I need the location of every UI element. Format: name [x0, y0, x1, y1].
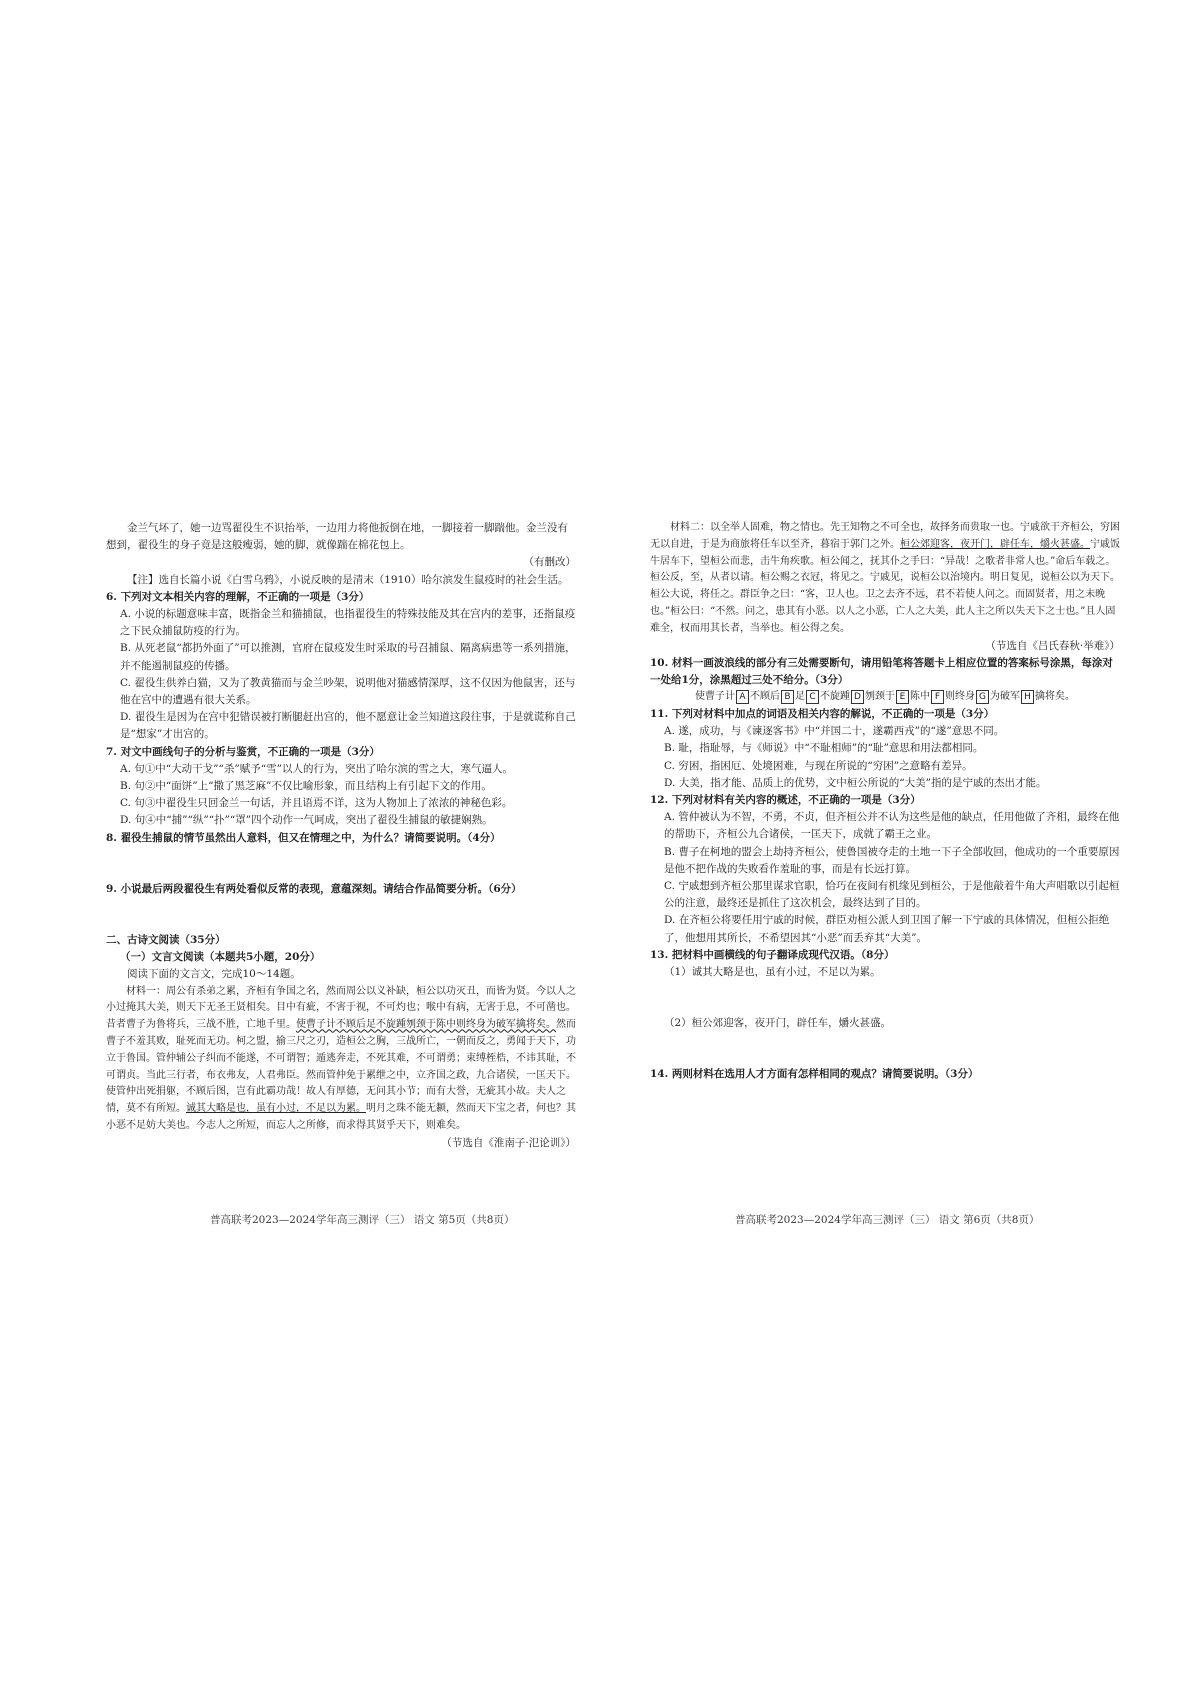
question-13-stem: 13. 把材料中画横线的句子翻译成现代汉语。（8分）	[650, 948, 895, 961]
question-6-stem: 6. 下列对文本相关内容的理解，不正确的一项是（3分）	[106, 590, 370, 603]
annotation-note: 【注】选自长篇小说《白雪乌鸦》，小说反映的是清末（1910）哈尔滨发生鼠疫时的社会生活。	[127, 573, 569, 586]
question-12-option-c: C. 宁戚想到齐桓公那里谋求官职，恰巧在夜间有机缘见到桓公，于是他敲着牛角大声唱歌以引起桓公的注意，最终还是抓住了这次机会，最终达到了目的。	[664, 880, 1120, 910]
question-10-sentence: 使曹子计 A 不顾后 B 足 C 不旋踵 D 刎颈于 E 陈中 F 则终身 G 为破军 H 擒将矣。	[695, 691, 1075, 703]
material-1-part-c: 明月之珠不能无颣，然而天下宝之者，何也？其小恶不足妨大美也。今志人之所短，而忘人之所修，而求得其贤乎天下，则难矣。	[106, 1103, 576, 1132]
question-12-option-b: B. 曹子在柯地的盟会上劫持齐桓公，使鲁国被夺走的土地一下子全部收回，他成功的一个重要原因是他不把作战的失败看作羞耻的事，而是有长远打算。	[664, 845, 1120, 875]
material-2-text	[650, 520, 1120, 638]
question-7-option-b: B. 句②中“面饼”上“撒了黑芝麻”不仅比喻形象，而且结构上有引起下文的作用。	[120, 780, 492, 793]
question-7-stem: 7. 对文中画线句子的分析与鉴赏，不正确的一项是（3分）	[106, 745, 380, 758]
section-2-heading: 二、古诗文阅读（35分）	[106, 934, 226, 947]
question-14: 14. 两则材料在选用人才方面有怎样相同的观点？请简要说明。（3分）	[650, 1068, 979, 1081]
question-11-stem: 11. 下列对材料中加点的词语及相关内容的解说，不正确的一项是（3分）	[650, 707, 995, 720]
material-1-part-a: 材料一：周公有杀弟之累，齐桓有争国之名，然而周公以义补缺，桓公以功灭丑，而皆为贤。今以人之小过掩其大美，则天下无圣王贤相矣。目中有疵，不害于视，不可灼也；喉中有病，无害于息，不可凿也。昔者曹子为鲁将兵，三战不胜，亡地千里。	[106, 985, 576, 1031]
right-page-footer: 普高联考2023—2024学年高三测评（三） 语文 第6页（共8页）	[735, 1214, 1040, 1226]
story-ending-paragraph: 金兰气坏了，她一边骂翟役生不识抬举，一边用力将他扳倒在地，一脚接着一脚踹他。金兰没有想到，翟役生的身子竟是这般瘦弱，她的脚，就像踹在棉花包上。	[106, 522, 568, 552]
material-2-part-a: 材料二：以全举人固难，物之情也。先王知物之不可全也，故择务而贵取一也。宁戚欲干齐桓公，穷困无以自进，于是为商旅将任车以至齐，暮宿于郭门之外。	[650, 522, 1120, 550]
question-6-option-a: A. 小说的标题意味丰富，既指金兰和猫捕鼠，也指翟役生的特殊技能及其在宫内的差事，还指鼠疫之下民众捕鼠防疫的行为。	[120, 608, 576, 638]
break-box-e[interactable]: E	[896, 690, 909, 704]
question-10-stem: 10. 材料一画波浪线的部分有三处需要断句，请用铅笔将答题卡上相应位置的答案标号涂黑，每涂对一处给1分，涂黑超过三处不给分。（3分）	[650, 656, 1113, 686]
left-page-footer: 普高联考2023—2024学年高三测评（三） 语文 第5页（共8页）	[210, 1214, 515, 1226]
question-6	[106, 589, 576, 744]
right-page	[650, 520, 1120, 1200]
question-13-sentence-1: （1）诚其大略是也，虽有小过，不足以为累。	[664, 966, 881, 979]
answer-space-9	[106, 898, 576, 932]
question-7	[106, 744, 576, 830]
material-2-underline: 桓公郊迎客，夜开门，辟任车，爝火甚盛。	[900, 538, 1090, 550]
subsection-heading: （一）文言文阅读（本题共5小题，20分）	[120, 951, 321, 964]
material-1-source: （节选自《淮南子·氾论训》）	[441, 1136, 576, 1149]
source-note: （有删改）	[523, 556, 576, 569]
question-6-option-b: B. 从死老鼠“都扔外面了”可以推测，官府在鼠疫发生时采取的号召捕鼠、隔离病患等一系列措施，并不能遏制鼠疫的传播。	[120, 642, 576, 672]
question-12-option-a: A. 管仲被认为不智，不勇，不贞，但齐桓公并不认为这些是他的缺点，任用他做了齐相，最终在他的帮助下，齐桓公九合诸侯，一匡天下，成就了霸王之业。	[664, 811, 1120, 841]
break-box-d[interactable]: D	[851, 690, 864, 704]
question-11-option-b: B. 耻，指耻辱，与《师说》中“不耻相师”的“耻”意思和用法都相同。	[664, 742, 984, 755]
material-1-underline: 诚其大略是也，虽有小过，不足以为累。	[186, 1103, 366, 1115]
answer-space-8	[106, 847, 576, 881]
break-box-f[interactable]: F	[931, 690, 944, 704]
question-13	[650, 947, 1120, 1067]
reading-instruction: 阅读下面的文言文，完成10～14题。	[127, 968, 301, 981]
question-11	[650, 706, 1120, 792]
question-7-option-d: D. 句④中“捕”“纵”“扑”“罩”四个动作一气呵成，突出了翟役生捕鼠的敏捷娴熟。	[120, 814, 493, 827]
question-11-option-c: C. 穷困，指困厄、处境困难，与现在所说的“穷困”之意略有差异。	[664, 759, 973, 772]
question-8: 8. 翟役生捕鼠的情节虽然出人意料，但又在情理之中，为什么？请简要说明。（4分）	[106, 831, 501, 844]
break-box-h[interactable]: H	[1021, 690, 1034, 704]
question-12-option-d: D. 在齐桓公将要任用宁戚的时候，群臣劝桓公派人到卫国了解一下宁戚的具体情况，但桓公拒绝了，他想用其所长，不希望因其“小恶”而丢弃其“大美”。	[664, 914, 1110, 944]
question-7-option-c: C. 句③中翟役生只回金兰一句话，并且语焉不详，这为人物加上了浓浓的神秘色彩。	[120, 797, 513, 810]
question-6-option-d: D. 翟役生是因为在宫中犯错误被打断腿赶出宫的，他不愿意让金兰知道这段往事，于是就谎称自己是“想家”才出宫的。	[120, 711, 576, 741]
material-1-wavy-line: 使曹子计不顾后足不旋踵刎颈于陈中则终身为破军擒将矣。	[296, 1019, 556, 1031]
break-box-g[interactable]: G	[976, 690, 989, 704]
question-11-option-a: A. 遂，成功，与《谏逐客书》中“并国二十，遂霸西戎”的“遂”意思不同。	[664, 725, 1005, 738]
material-2-part-b: 宁戚饭牛居车下，望桓公而悲，击牛角疾歌。桓公闻之，抚其仆之手曰：“异哉！之歌者非常人也。”命后车载之。桓公反，至，从者以请。桓公赐之衣冠，将见之。宁戚见，说桓公以治境内。明日复见，说桓公以为天下。桓公大说，将任之。群臣争之曰：“客，卫人也。卫之去齐不远，君不若使人问之。而固贤者，用之未晚也。”桓公曰：“不然。问之，患其有小恶。以人之小恶，亡人之大美，此人主之所以失天下之士也。”且人固难全，权而用其长者，当举也。桓公得之矣。	[650, 538, 1120, 634]
question-9: 9. 小说最后两段翟役生有两处看似反常的表现，意蕴深刻。请结合作品简要分析。（6分）	[106, 882, 522, 895]
material-1-part-b: 然而曹子不羞其败，耻死而无功。柯之盟，揄三尺之刃，造桓公之胸，三战所亡，一朝而反之，勇闻于天下，功立于鲁国。管仲辅公子纠而不能遂，不可谓智；遁逃奔走，不死其难，不可谓勇；束缚桎梏，不讳其耻，不可谓贞。当此三行者，布衣弗友，人君弗臣。然而管仲免于累绁之中，立齐国之政，九合诸侯，一匡天下。使管仲出死捐躯，不顾后图，岂有此霸功哉！故人有厚德，无问其小节；而有大誉，无疵其小故。夫人之情，莫不有所短。	[106, 1019, 576, 1115]
answer-space-13-1	[650, 981, 1120, 1015]
material-2-source: （节选自《吕氏春秋·举难》）	[985, 639, 1120, 652]
question-11-option-d: D. 大美，指才能、品质上的优势，文中桓公所说的“大美”指的是宁戚的杰出才能。	[664, 776, 1047, 789]
left-page	[106, 520, 576, 1200]
question-10	[650, 655, 1120, 706]
question-12	[650, 792, 1120, 947]
break-box-a[interactable]: A	[736, 690, 749, 704]
break-box-b[interactable]: B	[781, 690, 794, 704]
question-6-option-c: C. 翟役生供养白猫，又为了教黄猫而与金兰吵架，说明他对猫感情深厚，这不仅因为他鼠害，还与他在宫中的遭遇有很大关系。	[120, 676, 576, 707]
break-box-c[interactable]: C	[806, 690, 819, 704]
material-1-text	[106, 984, 576, 1135]
question-13-sentence-2: （2）桓公郊迎客，夜开门，辟任车，爝火甚盛。	[664, 1017, 892, 1030]
question-12-stem: 12. 下列对材料有关内容的概述，不正确的一项是（3分）	[650, 794, 921, 806]
question-7-option-a: A. 句①中“大动干戈”“杀”赋予“雪”以人的行为，突出了哈尔滨的雪之大，寒气逼人。	[120, 762, 513, 775]
answer-space-13-2	[650, 1032, 1120, 1066]
